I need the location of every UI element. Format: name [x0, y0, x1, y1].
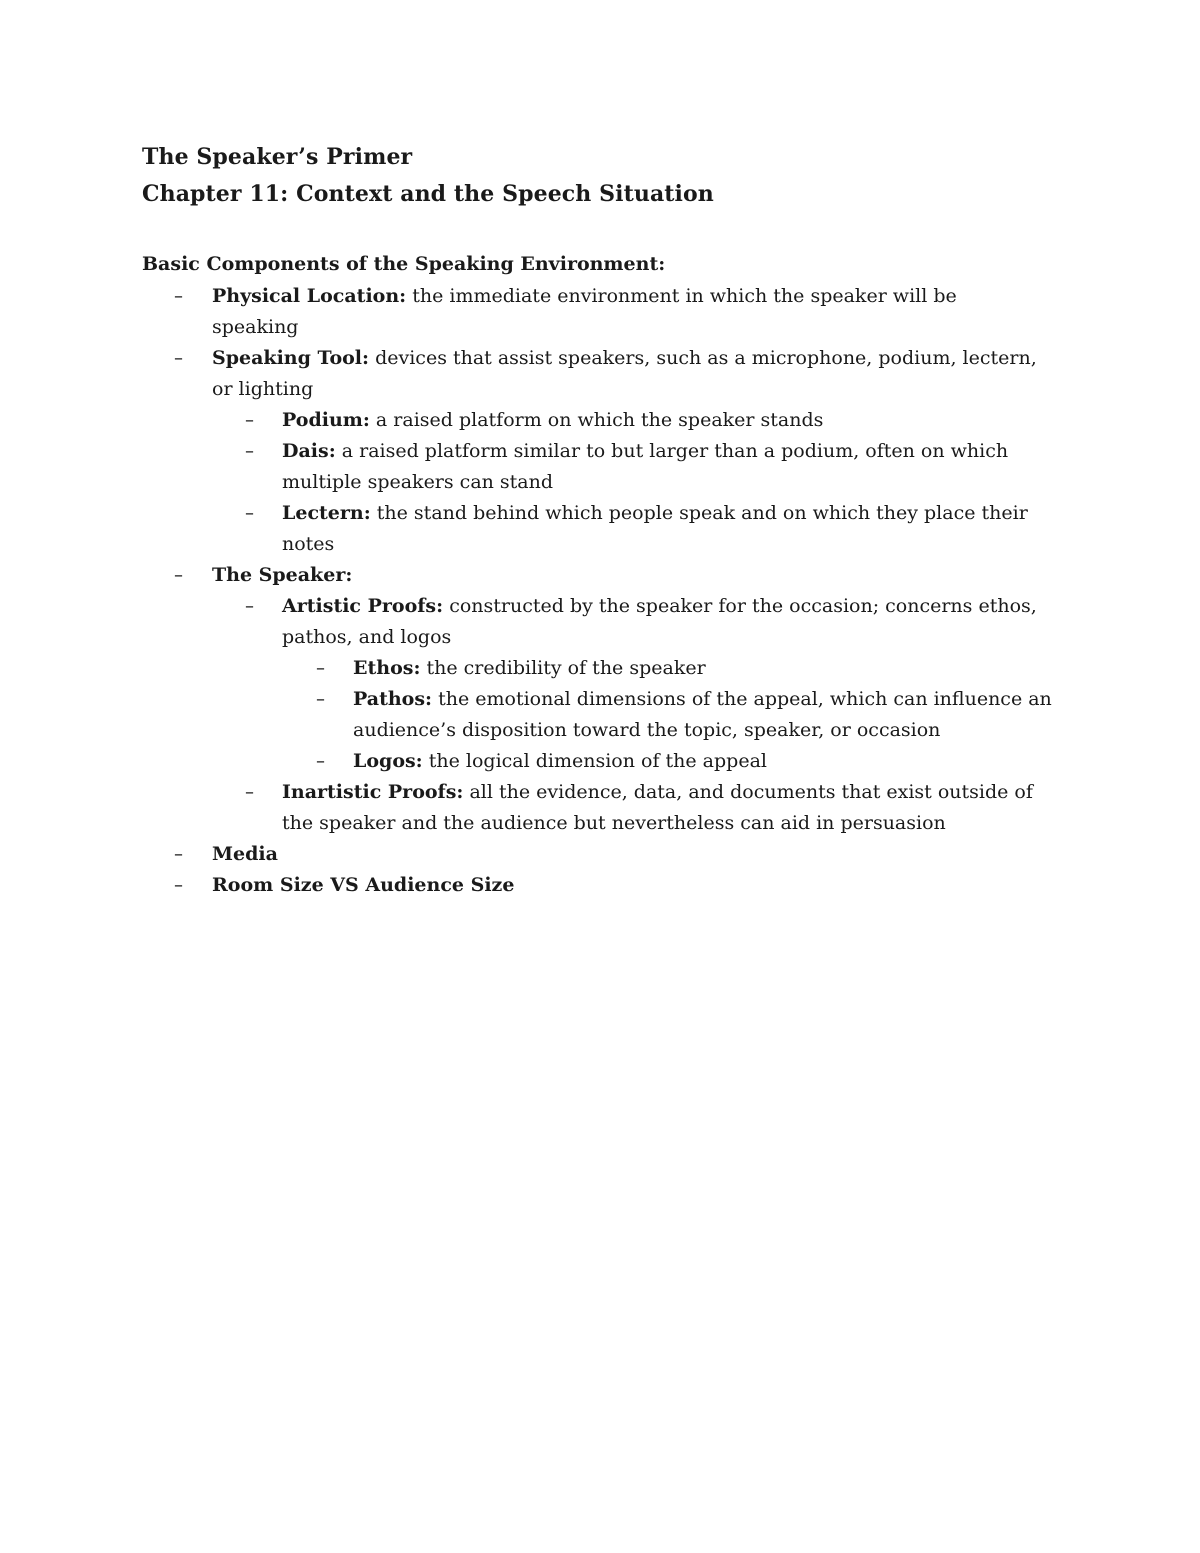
list-item-inartistic-proofs: [0, 777, 1042, 839]
term-lectern: Lectern:: [282, 502, 371, 524]
desc-speaking-tool: devices that assist speakers, such as a microphone, podium, lectern, or lighting: [212, 347, 1037, 400]
section-heading: Basic Components of the Speaking Environment:: [142, 253, 666, 275]
term-speaking-tool: Speaking Tool:: [212, 347, 370, 369]
document-title: The Speaker’s Primer: [142, 144, 413, 170]
desc-dais: a raised platform similar to but larger than a podium, often on which multiple speakers can stand: [282, 440, 1009, 493]
list-item-pathos: [0, 684, 1053, 746]
desc-artistic-proofs: constructed by the speaker for the occasion; concerns ethos, pathos, and logos: [282, 595, 1037, 648]
bullet-dash: –: [316, 658, 325, 679]
bullet-dash: –: [245, 782, 254, 803]
list-item-dais: [0, 436, 1042, 498]
bullet-dash: –: [245, 410, 254, 431]
term-the-speaker: The Speaker:: [212, 564, 353, 586]
bullet-dash: –: [174, 844, 183, 865]
list-item-room-size: [0, 870, 1042, 901]
desc-ethos: the credibility of the speaker: [420, 657, 706, 679]
list-item-logos: [0, 746, 1053, 777]
list-item-media: [0, 839, 1042, 870]
desc-logos: the logical dimension of the appeal: [422, 750, 767, 772]
bullet-dash: –: [316, 689, 325, 710]
desc-inartistic-proofs: all the evidence, data, and documents that exist outside of the speaker and the audience but nevertheless can aid in persuasion: [282, 781, 1033, 834]
term-inartistic-proofs: Inartistic Proofs:: [282, 781, 464, 803]
chapter-title: Chapter 11: Context and the Speech Situation: [142, 181, 714, 207]
list-item-physical-location: [0, 281, 1042, 343]
list-item-lectern: [0, 498, 1042, 560]
bullet-dash: –: [174, 875, 183, 896]
term-pathos: Pathos:: [353, 688, 433, 710]
desc-lectern: the stand behind which people speak and on which they place their notes: [282, 502, 1028, 555]
desc-pathos: the emotional dimensions of the appeal, which can influence an audience’s disposition toward the topic, speaker, or occasion: [353, 688, 1052, 741]
bullet-dash: –: [174, 348, 183, 369]
list-item-the-speaker: [0, 560, 1042, 591]
bullet-dash: –: [316, 751, 325, 772]
desc-physical-location: the immediate environment in which the speaker will be speaking: [212, 285, 957, 338]
sublist-artistic-proofs: [0, 653, 1053, 777]
sublist-speaking-tool: [0, 405, 1053, 560]
list-item-ethos: [0, 653, 1053, 684]
bullet-dash: –: [245, 503, 254, 524]
term-podium: Podium:: [282, 409, 370, 431]
list-item-speaking-tool: [0, 343, 1042, 405]
sublist-the-speaker: [0, 591, 1053, 839]
bullet-dash: –: [245, 596, 254, 617]
term-media: Media: [212, 843, 278, 865]
desc-podium: a raised platform on which the speaker stands: [369, 409, 824, 431]
term-physical-location: Physical Location:: [212, 285, 407, 307]
list-item-podium: [0, 405, 1042, 436]
outline-list: [0, 281, 1053, 901]
bullet-dash: –: [174, 565, 183, 586]
term-room-size: Room Size VS Audience Size: [212, 874, 515, 896]
term-dais: Dais:: [282, 440, 336, 462]
list-item-artistic-proofs: [0, 591, 1042, 653]
bullet-dash: –: [245, 441, 254, 462]
term-artistic-proofs: Artistic Proofs:: [282, 595, 444, 617]
term-ethos: Ethos:: [353, 657, 421, 679]
term-logos: Logos:: [353, 750, 423, 772]
bullet-dash: –: [174, 286, 183, 307]
